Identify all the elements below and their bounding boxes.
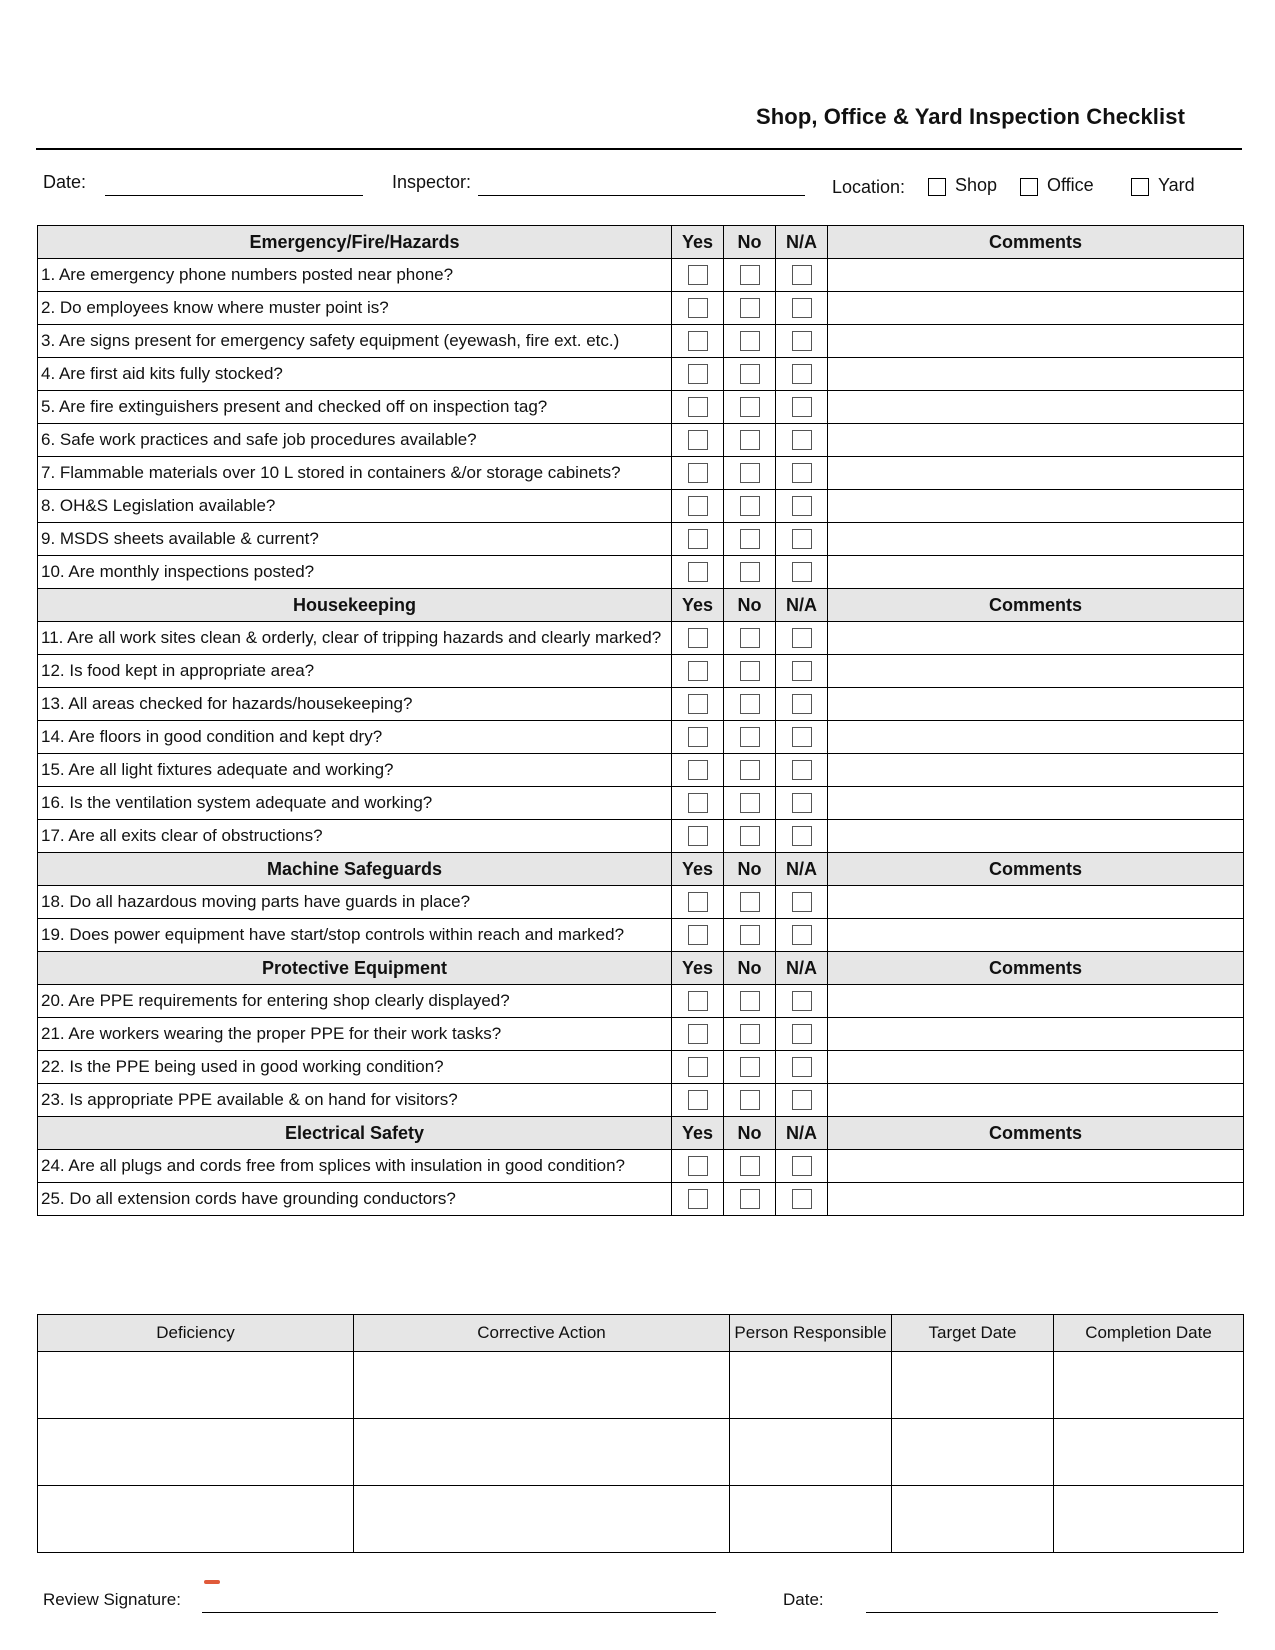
comments-cell[interactable] xyxy=(828,556,1244,589)
comments-cell[interactable] xyxy=(828,523,1244,556)
answer-cell-na xyxy=(776,721,828,754)
answer-cell-no xyxy=(724,919,776,952)
comments-cell[interactable] xyxy=(828,259,1244,292)
answer-no-checkbox[interactable] xyxy=(740,331,760,351)
col-yes-header: Yes xyxy=(672,1117,724,1150)
location-shop-label: Shop xyxy=(955,175,998,195)
deficiency-row xyxy=(38,1352,1244,1419)
answer-yes-checkbox[interactable] xyxy=(688,760,708,780)
answer-yes-checkbox[interactable] xyxy=(688,892,708,912)
col-comments-header: Comments xyxy=(828,589,1244,622)
answer-cell-yes xyxy=(672,1018,724,1051)
comments-cell[interactable] xyxy=(828,622,1244,655)
answer-na-checkbox[interactable] xyxy=(792,529,812,549)
checklist-row xyxy=(38,919,1244,952)
question-text: 4. Are first aid kits fully stocked? xyxy=(38,358,672,391)
answer-cell-no xyxy=(724,721,776,754)
question-text: 21. Are workers wearing the proper PPE for their work tasks? xyxy=(38,1018,672,1051)
answer-na-checkbox[interactable] xyxy=(792,1189,812,1209)
answer-cell-yes xyxy=(672,919,724,952)
checklist-row xyxy=(38,1183,1244,1216)
comments-cell[interactable] xyxy=(828,1084,1244,1117)
answer-yes-checkbox[interactable] xyxy=(688,298,708,318)
comments-cell[interactable] xyxy=(828,721,1244,754)
checklist-row xyxy=(38,292,1244,325)
answer-na-checkbox[interactable] xyxy=(792,925,812,945)
answer-yes-checkbox[interactable] xyxy=(688,1057,708,1077)
col-na-header: N/A xyxy=(776,952,828,985)
col-no-header: No xyxy=(724,853,776,886)
answer-no-checkbox[interactable] xyxy=(740,1024,760,1044)
answer-no-checkbox[interactable] xyxy=(740,793,760,813)
answer-cell-no xyxy=(724,1018,776,1051)
col-yes-header: Yes xyxy=(672,226,724,259)
answer-cell-na xyxy=(776,523,828,556)
answer-cell-no xyxy=(724,457,776,490)
answer-cell-yes xyxy=(672,259,724,292)
answer-no-checkbox[interactable] xyxy=(740,925,760,945)
answer-cell-na xyxy=(776,754,828,787)
checklist-row xyxy=(38,556,1244,589)
answer-cell-no xyxy=(724,787,776,820)
checklist-row xyxy=(38,391,1244,424)
question-text: 5. Are fire extinguishers present and checked off on inspection tag? xyxy=(38,391,672,424)
answer-cell-yes xyxy=(672,754,724,787)
answer-no-checkbox[interactable] xyxy=(740,430,760,450)
answer-cell-na xyxy=(776,1183,828,1216)
answer-cell-no xyxy=(724,985,776,1018)
deficiency-header-row xyxy=(38,1315,1244,1352)
answer-cell-na xyxy=(776,424,828,457)
answer-cell-yes xyxy=(672,1051,724,1084)
question-text: 3. Are signs present for emergency safety equipment (eyewash, fire ext. etc.) xyxy=(38,325,672,358)
comments-cell[interactable] xyxy=(828,292,1244,325)
checklist-row xyxy=(38,424,1244,457)
answer-na-checkbox[interactable] xyxy=(792,496,812,516)
answer-yes-checkbox[interactable] xyxy=(688,793,708,813)
col-comments-header: Comments xyxy=(828,952,1244,985)
question-text: 10. Are monthly inspections posted? xyxy=(38,556,672,589)
section-title: Emergency/Fire/Hazards xyxy=(38,226,672,259)
answer-cell-no xyxy=(724,259,776,292)
corrective-action-header: Corrective Action xyxy=(354,1315,730,1352)
answer-cell-na xyxy=(776,358,828,391)
answer-yes-checkbox[interactable] xyxy=(688,496,708,516)
answer-cell-na xyxy=(776,1051,828,1084)
target-date-cell[interactable] xyxy=(892,1486,1054,1553)
inspector-label: Inspector: xyxy=(392,172,472,192)
answer-no-checkbox[interactable] xyxy=(740,1156,760,1176)
checklist-row xyxy=(38,523,1244,556)
person-responsible-cell[interactable] xyxy=(730,1419,892,1486)
answer-cell-no xyxy=(724,523,776,556)
answer-no-checkbox[interactable] xyxy=(740,496,760,516)
answer-yes-checkbox[interactable] xyxy=(688,661,708,681)
section-title: Machine Safeguards xyxy=(38,853,672,886)
answer-na-checkbox[interactable] xyxy=(792,463,812,483)
question-text: 23. Is appropriate PPE available & on hand for visitors? xyxy=(38,1084,672,1117)
deficiency-cell[interactable] xyxy=(38,1419,354,1486)
answer-cell-na xyxy=(776,490,828,523)
footer-date-field[interactable] xyxy=(866,1612,1218,1613)
col-comments-header: Comments xyxy=(828,1117,1244,1150)
answer-na-checkbox[interactable] xyxy=(792,1057,812,1077)
col-no-header: No xyxy=(724,952,776,985)
answer-cell-yes xyxy=(672,424,724,457)
comments-cell[interactable] xyxy=(828,787,1244,820)
checklist-row xyxy=(38,721,1244,754)
answer-cell-no xyxy=(724,391,776,424)
answer-na-checkbox[interactable] xyxy=(792,1156,812,1176)
checklist-row xyxy=(38,985,1244,1018)
answer-na-checkbox[interactable] xyxy=(792,430,812,450)
answer-yes-checkbox[interactable] xyxy=(688,364,708,384)
answer-cell-na xyxy=(776,1084,828,1117)
answer-na-checkbox[interactable] xyxy=(792,562,812,582)
col-na-header: N/A xyxy=(776,226,828,259)
comments-cell[interactable] xyxy=(828,754,1244,787)
answer-cell-yes xyxy=(672,985,724,1018)
answer-no-checkbox[interactable] xyxy=(740,397,760,417)
corrective-action-cell[interactable] xyxy=(354,1419,730,1486)
completion-date-header: Completion Date xyxy=(1054,1315,1244,1352)
answer-cell-na xyxy=(776,457,828,490)
answer-cell-na xyxy=(776,787,828,820)
date-field[interactable] xyxy=(105,195,363,196)
answer-cell-na xyxy=(776,622,828,655)
person-responsible-header: Person Responsible xyxy=(730,1315,892,1352)
answer-yes-checkbox[interactable] xyxy=(688,463,708,483)
section-header-row xyxy=(38,1117,1244,1150)
answer-yes-checkbox[interactable] xyxy=(688,826,708,846)
answer-yes-checkbox[interactable] xyxy=(688,925,708,945)
answer-na-checkbox[interactable] xyxy=(792,397,812,417)
answer-na-checkbox[interactable] xyxy=(792,1090,812,1110)
inspector-field[interactable] xyxy=(478,195,805,196)
answer-yes-checkbox[interactable] xyxy=(688,694,708,714)
answer-cell-na xyxy=(776,391,828,424)
answer-cell-yes xyxy=(672,358,724,391)
answer-cell-na xyxy=(776,325,828,358)
corrective-action-cell[interactable] xyxy=(354,1486,730,1553)
comments-cell[interactable] xyxy=(828,1183,1244,1216)
location-office-label: Office xyxy=(1047,175,1094,195)
question-text: 12. Is food kept in appropriate area? xyxy=(38,655,672,688)
answer-na-checkbox[interactable] xyxy=(792,331,812,351)
answer-cell-yes xyxy=(672,1183,724,1216)
answer-no-checkbox[interactable] xyxy=(740,760,760,780)
checklist-row xyxy=(38,754,1244,787)
checklist-row xyxy=(38,655,1244,688)
answer-cell-na xyxy=(776,688,828,721)
page-title: Shop, Office & Yard Inspection Checklist xyxy=(755,104,1185,129)
answer-cell-no xyxy=(724,325,776,358)
col-no-header: No xyxy=(724,226,776,259)
comments-cell[interactable] xyxy=(828,1018,1244,1051)
answer-cell-yes xyxy=(672,655,724,688)
person-responsible-cell[interactable] xyxy=(730,1352,892,1419)
checklist-row xyxy=(38,622,1244,655)
comments-cell[interactable] xyxy=(828,688,1244,721)
review-signature-field[interactable] xyxy=(202,1612,716,1613)
answer-cell-yes xyxy=(672,820,724,853)
comments-cell[interactable] xyxy=(828,490,1244,523)
answer-yes-checkbox[interactable] xyxy=(688,991,708,1011)
question-text: 6. Safe work practices and safe job procedures available? xyxy=(38,424,672,457)
answer-yes-checkbox[interactable] xyxy=(688,430,708,450)
answer-cell-no xyxy=(724,1183,776,1216)
answer-yes-checkbox[interactable] xyxy=(688,628,708,648)
answer-cell-no xyxy=(724,556,776,589)
col-na-header: N/A xyxy=(776,1117,828,1150)
deficiency-table xyxy=(37,1314,1244,1553)
answer-na-checkbox[interactable] xyxy=(792,892,812,912)
answer-cell-yes xyxy=(672,325,724,358)
review-signature-label: Review Signature: xyxy=(43,1590,181,1609)
col-yes-header: Yes xyxy=(672,952,724,985)
answer-na-checkbox[interactable] xyxy=(792,727,812,747)
location-office-checkbox[interactable] xyxy=(1020,178,1038,196)
question-text: 16. Is the ventilation system adequate and working? xyxy=(38,787,672,820)
checklist-row xyxy=(38,1018,1244,1051)
section-title: Housekeeping xyxy=(38,589,672,622)
inspection-checklist-table xyxy=(37,225,1244,1216)
comments-cell[interactable] xyxy=(828,358,1244,391)
question-text: 14. Are floors in good condition and kept dry? xyxy=(38,721,672,754)
section-header-row xyxy=(38,589,1244,622)
col-na-header: N/A xyxy=(776,589,828,622)
comments-cell[interactable] xyxy=(828,424,1244,457)
checklist-row xyxy=(38,325,1244,358)
comments-cell[interactable] xyxy=(828,1051,1244,1084)
answer-cell-na xyxy=(776,919,828,952)
answer-yes-checkbox[interactable] xyxy=(688,397,708,417)
answer-na-checkbox[interactable] xyxy=(792,760,812,780)
checklist-row xyxy=(38,259,1244,292)
answer-cell-no xyxy=(724,292,776,325)
checklist-row xyxy=(38,358,1244,391)
question-text: 8. OH&S Legislation available? xyxy=(38,490,672,523)
answer-no-checkbox[interactable] xyxy=(740,1090,760,1110)
answer-cell-yes xyxy=(672,787,724,820)
section-title: Protective Equipment xyxy=(38,952,672,985)
answer-cell-na xyxy=(776,985,828,1018)
answer-no-checkbox[interactable] xyxy=(740,727,760,747)
answer-cell-no xyxy=(724,820,776,853)
answer-cell-no xyxy=(724,886,776,919)
date-label: Date: xyxy=(43,172,87,192)
answer-na-checkbox[interactable] xyxy=(792,298,812,318)
answer-cell-no xyxy=(724,1084,776,1117)
answer-na-checkbox[interactable] xyxy=(792,991,812,1011)
answer-cell-yes xyxy=(672,490,724,523)
answer-cell-yes xyxy=(672,556,724,589)
answer-cell-na xyxy=(776,259,828,292)
signature-marker-icon xyxy=(204,1580,220,1584)
corrective-action-cell[interactable] xyxy=(354,1352,730,1419)
answer-no-checkbox[interactable] xyxy=(740,1057,760,1077)
answer-cell-no xyxy=(724,358,776,391)
section-header-row xyxy=(38,853,1244,886)
question-text: 25. Do all extension cords have grounding conductors? xyxy=(38,1183,672,1216)
section-header-row xyxy=(38,952,1244,985)
answer-yes-checkbox[interactable] xyxy=(688,727,708,747)
answer-cell-yes xyxy=(672,886,724,919)
answer-cell-na xyxy=(776,1018,828,1051)
answer-no-checkbox[interactable] xyxy=(740,529,760,549)
answer-cell-na xyxy=(776,1150,828,1183)
location-yard-label: Yard xyxy=(1158,175,1195,195)
location-shop-checkbox[interactable] xyxy=(928,178,946,196)
answer-yes-checkbox[interactable] xyxy=(688,331,708,351)
question-text: 1. Are emergency phone numbers posted near phone? xyxy=(38,259,672,292)
answer-cell-yes xyxy=(672,1084,724,1117)
comments-cell[interactable] xyxy=(828,919,1244,952)
footer-date-label: Date: xyxy=(783,1590,824,1609)
checklist-row xyxy=(38,457,1244,490)
comments-cell[interactable] xyxy=(828,1150,1244,1183)
completion-date-cell[interactable] xyxy=(1054,1352,1244,1419)
answer-cell-yes xyxy=(672,523,724,556)
answer-no-checkbox[interactable] xyxy=(740,364,760,384)
answer-no-checkbox[interactable] xyxy=(740,1189,760,1209)
checklist-row xyxy=(38,1150,1244,1183)
answer-yes-checkbox[interactable] xyxy=(688,1189,708,1209)
answer-na-checkbox[interactable] xyxy=(792,661,812,681)
question-text: 17. Are all exits clear of obstructions? xyxy=(38,820,672,853)
answer-no-checkbox[interactable] xyxy=(740,694,760,714)
answer-cell-yes xyxy=(672,688,724,721)
question-text: 13. All areas checked for hazards/housekeeping? xyxy=(38,688,672,721)
target-date-cell[interactable] xyxy=(892,1419,1054,1486)
checklist-row xyxy=(38,688,1244,721)
checklist-row xyxy=(38,787,1244,820)
answer-no-checkbox[interactable] xyxy=(740,892,760,912)
question-text: 22. Is the PPE being used in good working condition? xyxy=(38,1051,672,1084)
answer-yes-checkbox[interactable] xyxy=(688,562,708,582)
answer-cell-yes xyxy=(672,457,724,490)
answer-cell-yes xyxy=(672,622,724,655)
answer-cell-na xyxy=(776,556,828,589)
col-na-header: N/A xyxy=(776,853,828,886)
answer-cell-na xyxy=(776,820,828,853)
answer-cell-yes xyxy=(672,391,724,424)
completion-date-cell[interactable] xyxy=(1054,1419,1244,1486)
question-text: 15. Are all light fixtures adequate and working? xyxy=(38,754,672,787)
deficiency-cell[interactable] xyxy=(38,1352,354,1419)
completion-date-cell[interactable] xyxy=(1054,1486,1244,1553)
section-title: Electrical Safety xyxy=(38,1117,672,1150)
checklist-row xyxy=(38,820,1244,853)
target-date-cell[interactable] xyxy=(892,1352,1054,1419)
answer-cell-na xyxy=(776,655,828,688)
col-yes-header: Yes xyxy=(672,853,724,886)
target-date-header: Target Date xyxy=(892,1315,1054,1352)
comments-cell[interactable] xyxy=(828,391,1244,424)
answer-cell-yes xyxy=(672,1150,724,1183)
answer-cell-yes xyxy=(672,721,724,754)
deficiency-row xyxy=(38,1419,1244,1486)
question-text: 20. Are PPE requirements for entering shop clearly displayed? xyxy=(38,985,672,1018)
answer-no-checkbox[interactable] xyxy=(740,628,760,648)
comments-cell[interactable] xyxy=(828,655,1244,688)
deficiency-cell[interactable] xyxy=(38,1486,354,1553)
answer-no-checkbox[interactable] xyxy=(740,826,760,846)
answer-cell-no xyxy=(724,754,776,787)
answer-yes-checkbox[interactable] xyxy=(688,265,708,285)
col-comments-header: Comments xyxy=(828,853,1244,886)
answer-yes-checkbox[interactable] xyxy=(688,529,708,549)
comments-cell[interactable] xyxy=(828,325,1244,358)
answer-yes-checkbox[interactable] xyxy=(688,1024,708,1044)
question-text: 11. Are all work sites clean & orderly, clear of tripping hazards and clearly marked? xyxy=(38,622,672,655)
answer-cell-no xyxy=(724,655,776,688)
checklist-row xyxy=(38,490,1244,523)
answer-cell-na xyxy=(776,886,828,919)
answer-na-checkbox[interactable] xyxy=(792,793,812,813)
answer-na-checkbox[interactable] xyxy=(792,1024,812,1044)
question-text: 9. MSDS sheets available & current? xyxy=(38,523,672,556)
checklist-row xyxy=(38,886,1244,919)
comments-cell[interactable] xyxy=(828,886,1244,919)
answer-na-checkbox[interactable] xyxy=(792,628,812,648)
section-header-row xyxy=(38,226,1244,259)
answer-na-checkbox[interactable] xyxy=(792,694,812,714)
answer-yes-checkbox[interactable] xyxy=(688,1090,708,1110)
answer-na-checkbox[interactable] xyxy=(792,265,812,285)
checklist-row xyxy=(38,1051,1244,1084)
answer-no-checkbox[interactable] xyxy=(740,562,760,582)
answer-no-checkbox[interactable] xyxy=(740,298,760,318)
question-text: 2. Do employees know where muster point is? xyxy=(38,292,672,325)
comments-cell[interactable] xyxy=(828,820,1244,853)
col-no-header: No xyxy=(724,1117,776,1150)
answer-na-checkbox[interactable] xyxy=(792,364,812,384)
answer-no-checkbox[interactable] xyxy=(740,661,760,681)
col-yes-header: Yes xyxy=(672,589,724,622)
col-comments-header: Comments xyxy=(828,226,1244,259)
answer-cell-no xyxy=(724,424,776,457)
answer-no-checkbox[interactable] xyxy=(740,991,760,1011)
deficiency-row xyxy=(38,1486,1244,1553)
deficiency-header: Deficiency xyxy=(38,1315,354,1352)
person-responsible-cell[interactable] xyxy=(730,1486,892,1553)
answer-yes-checkbox[interactable] xyxy=(688,1156,708,1176)
answer-cell-na xyxy=(776,292,828,325)
checklist-row xyxy=(38,1084,1244,1117)
question-text: 19. Does power equipment have start/stop controls within reach and marked? xyxy=(38,919,672,952)
title-divider xyxy=(36,148,1242,150)
location-label: Location: xyxy=(832,177,906,197)
col-no-header: No xyxy=(724,589,776,622)
answer-cell-no xyxy=(724,622,776,655)
location-yard-checkbox[interactable] xyxy=(1131,178,1149,196)
answer-na-checkbox[interactable] xyxy=(792,826,812,846)
answer-cell-no xyxy=(724,490,776,523)
question-text: 7. Flammable materials over 10 L stored in containers &/or storage cabinets? xyxy=(38,457,672,490)
question-text: 18. Do all hazardous moving parts have guards in place? xyxy=(38,886,672,919)
answer-no-checkbox[interactable] xyxy=(740,265,760,285)
comments-cell[interactable] xyxy=(828,457,1244,490)
answer-no-checkbox[interactable] xyxy=(740,463,760,483)
comments-cell[interactable] xyxy=(828,985,1244,1018)
answer-cell-yes xyxy=(672,292,724,325)
question-text: 24. Are all plugs and cords free from splices with insulation in good condition? xyxy=(38,1150,672,1183)
answer-cell-no xyxy=(724,1051,776,1084)
answer-cell-no xyxy=(724,1150,776,1183)
answer-cell-no xyxy=(724,688,776,721)
